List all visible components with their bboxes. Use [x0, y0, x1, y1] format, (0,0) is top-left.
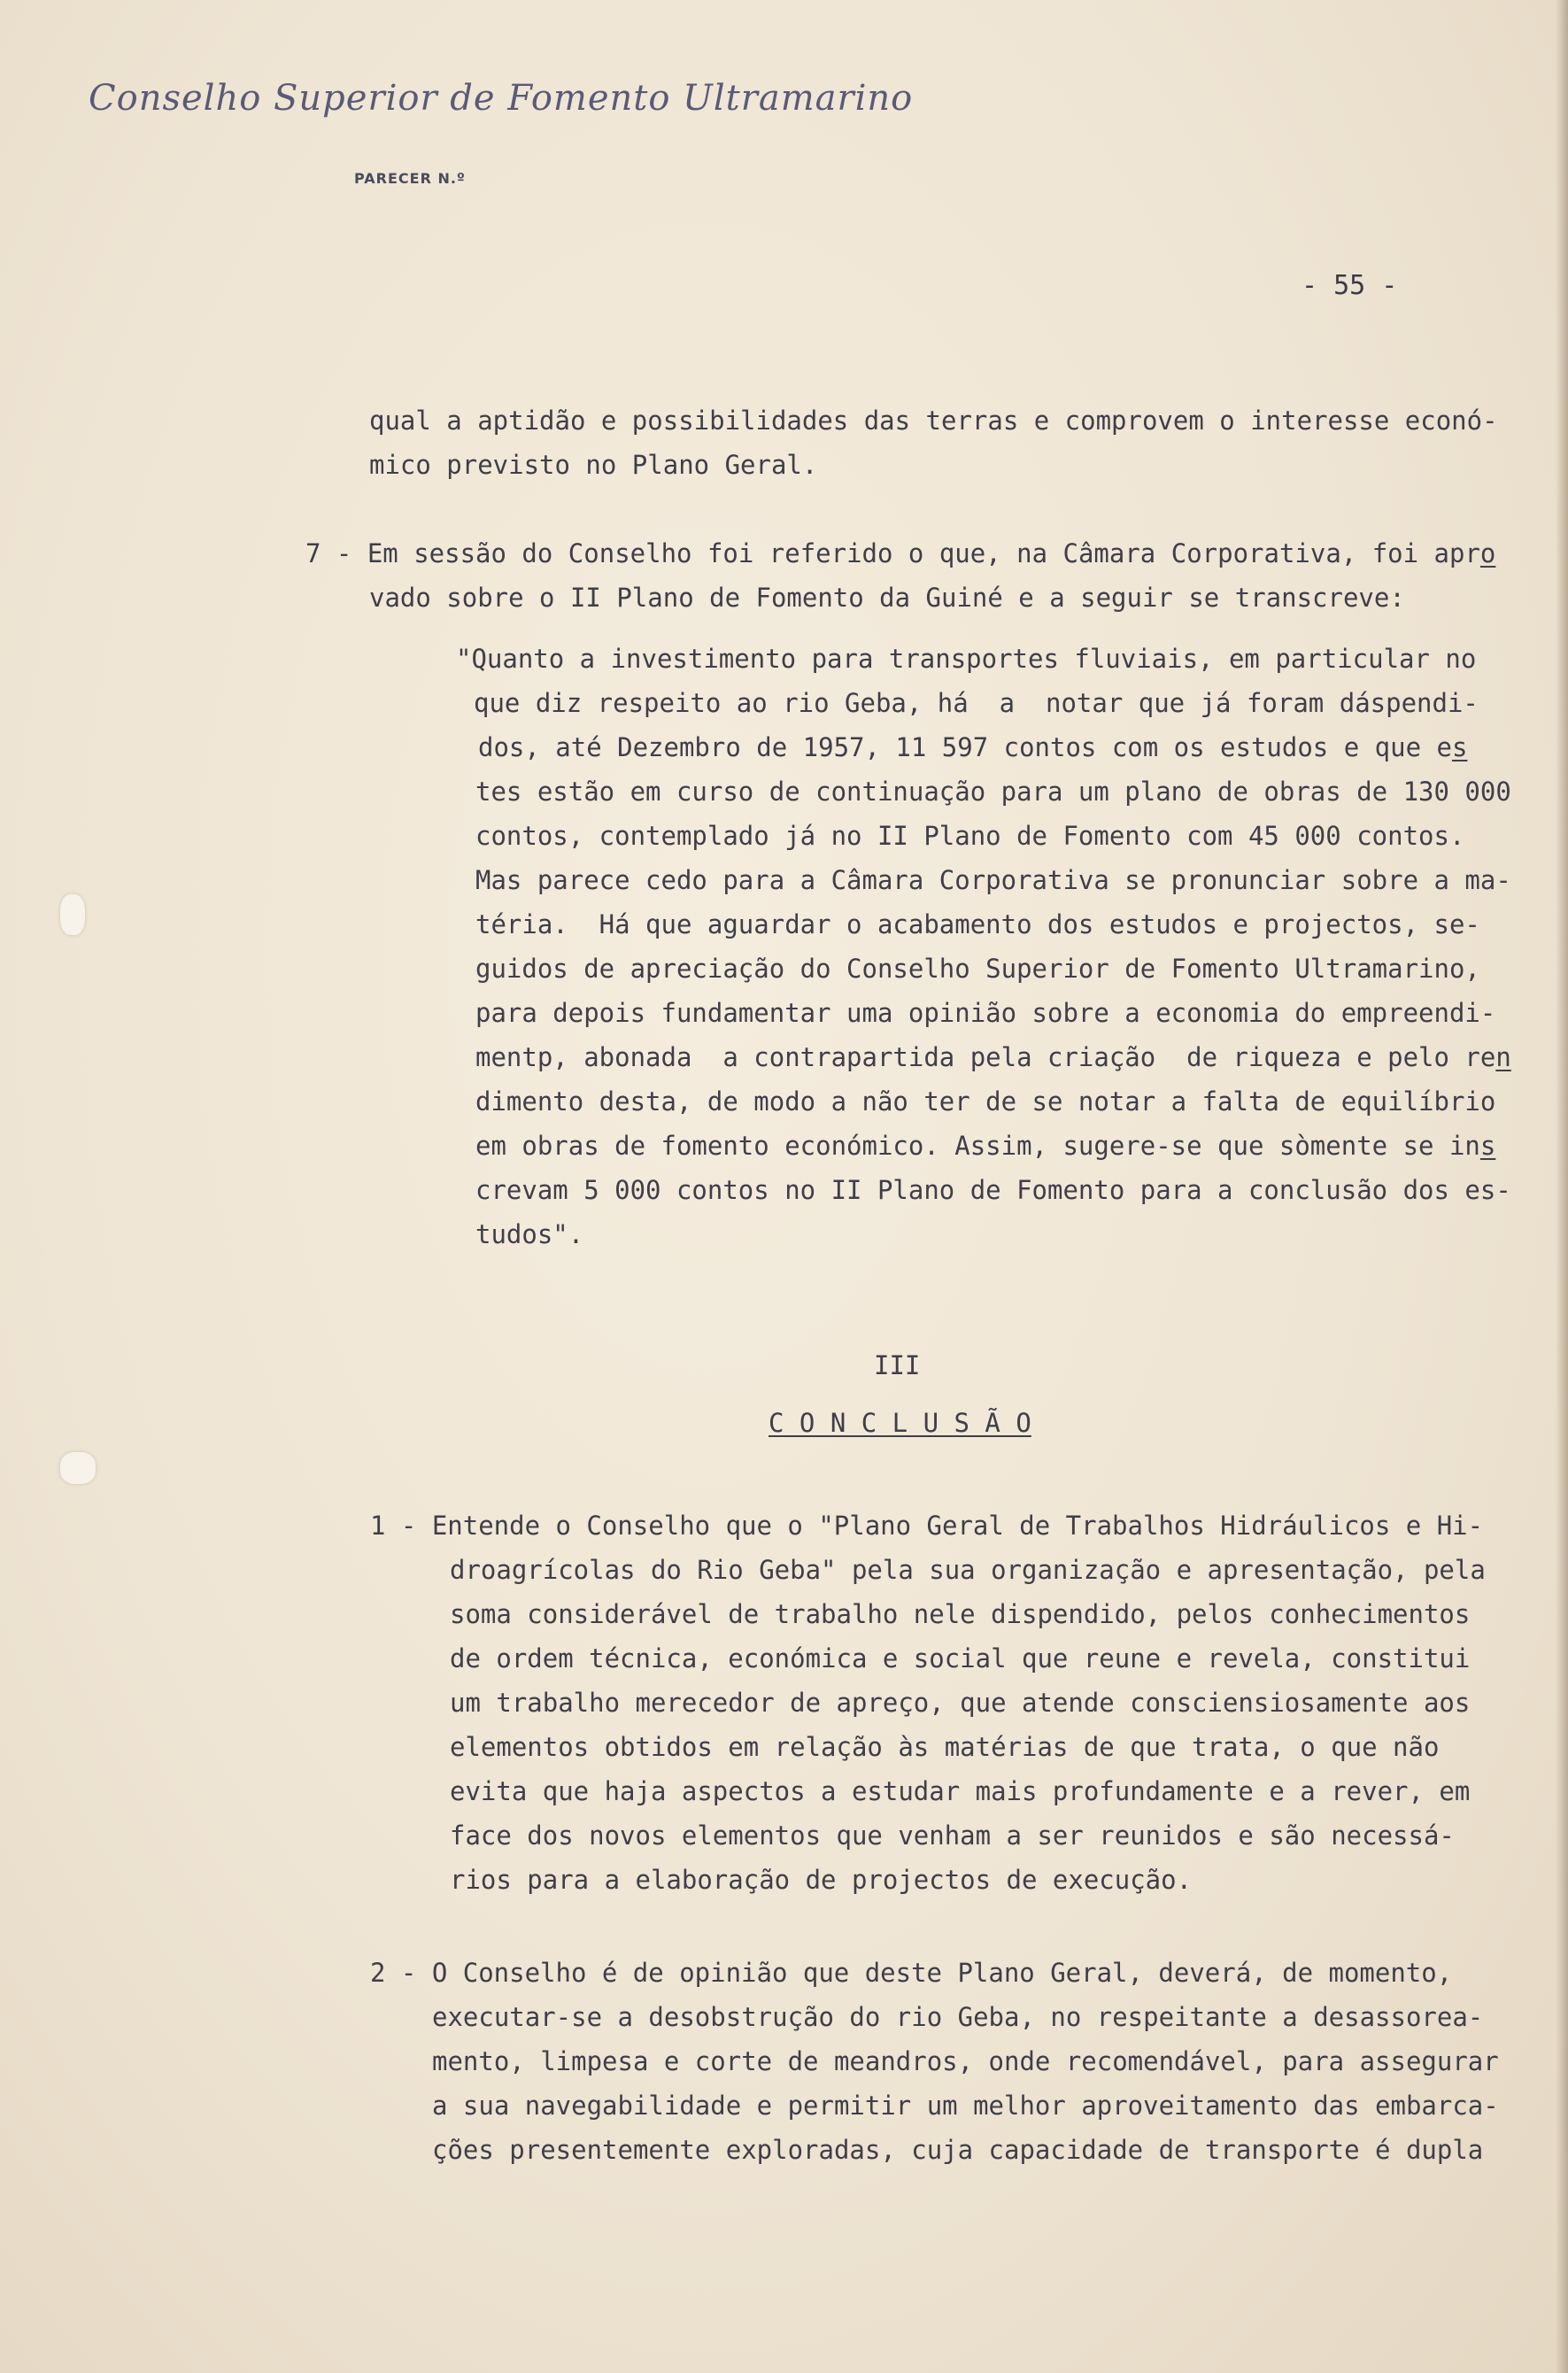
text-fragment-underlined: s: [1451, 732, 1468, 762]
conclusion-line: evita que haja aspectos a estudar mais profundamente e a rever, em: [450, 1776, 1471, 1806]
quote-line: téria. Há que aguardar o acabamento dos estudos e projectos, se-: [475, 909, 1480, 939]
quote-line: que diz respeito ao rio Geba, há a notar que já foram dáspendi-: [474, 688, 1479, 718]
quote-line: Mas parece cedo para a Câmara Corporativa se pronunciar sobre a ma-: [475, 865, 1511, 895]
conclusion-line: soma considerável de trabalho nele dispendido, pelos conhecimentos: [450, 1599, 1471, 1629]
text-line: mico previsto no Plano Geral.: [369, 450, 818, 480]
punch-hole: [60, 1452, 96, 1484]
conclusion-line: ções presentemente exploradas, cuja capacidade de transporte é dupla: [432, 2135, 1484, 2165]
conclusion-line: rios para a elaboração de projectos de execução.: [450, 1865, 1193, 1895]
conclusion-line: 2 - O Conselho é de opinião que deste Plano Geral, deverá, de momento,: [370, 1958, 1453, 1988]
conclusion-line: executar-se a desobstrução do rio Geba, no respeitante a desassorea-: [432, 2002, 1484, 2032]
quote-line: [475, 1131, 1495, 1161]
quote-line: [475, 1042, 1511, 1072]
text-fragment-underlined: n: [1495, 1042, 1511, 1072]
conclusion-line: de ordem técnica, económica e social que reune e revela, constitui: [450, 1643, 1471, 1673]
quote-line: guidos de apreciação do Conselho Superior de Fomento Ultramarino,: [475, 954, 1480, 984]
quote-line: dimento desta, de modo a não ter de se notar a falta de equilíbrio: [475, 1086, 1496, 1117]
conclusion-line: elementos obtidos em relação às matérias de que trata, o que não: [450, 1732, 1440, 1762]
text-fragment-underlined: o: [1479, 538, 1496, 568]
conclusion-line: um trabalho merecedor de apreço, que atende consciensiosamente aos: [450, 1688, 1471, 1718]
page-number: - 55 -: [1302, 270, 1398, 301]
parecer-label: PARECER N.º: [354, 170, 466, 187]
punch-hole: [60, 894, 85, 935]
quote-line: [478, 732, 1467, 762]
text-fragment-underlined: s: [1479, 1131, 1496, 1161]
text-fragment: dos, até Dezembro de 1957, 11 597 contos com os estudos e que e: [478, 732, 1452, 762]
text-line: vado sobre o II Plano de Fomento da Guiné e a seguir se transcreve:: [369, 583, 1405, 613]
quote-line: contos, contemplado já no II Plano de Fomento com 45 000 contos.: [475, 821, 1465, 851]
letterhead-title: Conselho Superior de Fomento Ultramarino: [89, 78, 914, 119]
quote-line: crevam 5 000 contos no II Plano de Fomento para a conclusão dos es-: [475, 1175, 1511, 1205]
section-title: C O N C L U S Ã O: [769, 1408, 1031, 1438]
page-edge-shadow: [1556, 0, 1568, 2373]
text-line: [305, 538, 1495, 568]
text-fragment: 7 - Em sessão do Conselho foi referido o que, na Câmara Corporativa, foi apr: [305, 538, 1480, 568]
conclusion-line: a sua navegabilidade e permitir um melhor aproveitamento das embarca-: [432, 2091, 1499, 2121]
conclusion-line: 1 - Entende o Conselho que o "Plano Geral de Trabalhos Hidráulicos e Hi-: [370, 1511, 1484, 1541]
conclusion-line: droagrícolas do Rio Geba" pela sua organização e apresentação, pela: [450, 1555, 1486, 1585]
conclusion-line: face dos novos elementos que venham a ser reunidos e são necessá-: [450, 1820, 1455, 1851]
quote-line: "Quanto a investimento para transportes fluviais, em particular no: [456, 644, 1477, 674]
quote-line: para depois fundamentar uma opinião sobre a economia do empreendi-: [475, 998, 1496, 1028]
quote-line: tudos".: [475, 1219, 584, 1249]
section-number: III: [874, 1350, 921, 1380]
quote-line: tes estão em curso de continuação para um plano de obras de 130 000: [475, 777, 1511, 807]
text-fragment: mentp, abonada a contrapartida pela criação de riqueza e pelo re: [475, 1042, 1496, 1072]
text-fragment: em obras de fomento económico. Assim, sugere-se que sòmente se in: [475, 1131, 1480, 1161]
conclusion-line: mento, limpesa e corte de meandros, onde recomendável, para assegurar: [432, 2046, 1499, 2076]
text-line: qual a aptidão e possibilidades das terras e comprovem o interesse econó-: [369, 406, 1498, 436]
